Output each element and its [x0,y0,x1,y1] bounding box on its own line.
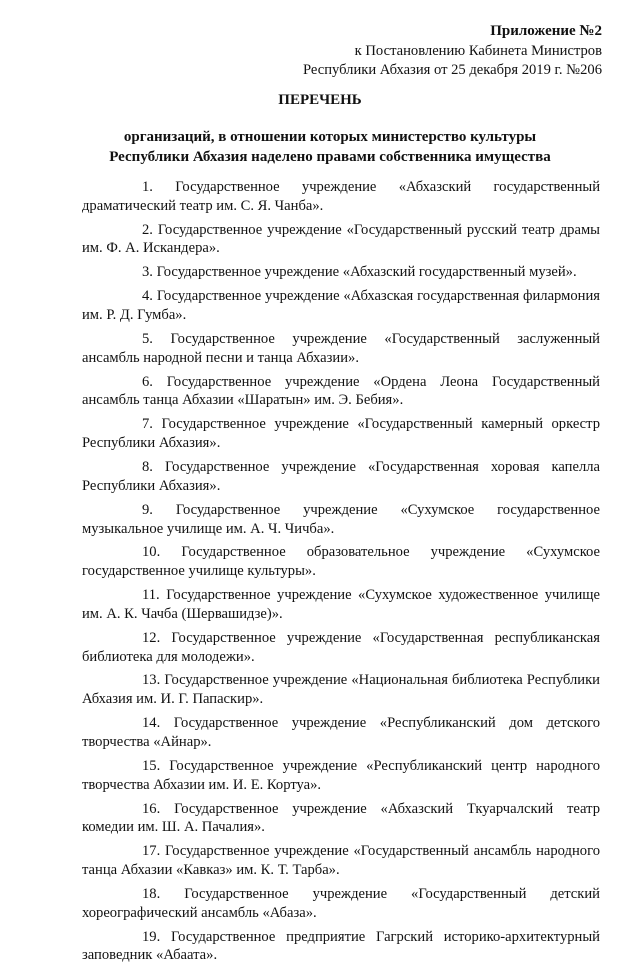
list-item [82,928,600,966]
appendix-reference-line-2: Республики Абхазия от 25 декабря 2019 г. №206 [302,62,602,78]
subtitle-line-2: Республики Абхазия наделено правами собственника имущества [109,148,551,165]
list-item-number: 12. [142,629,161,646]
list-item [82,629,600,667]
document-title: ПЕРЕЧЕНЬ [278,92,362,108]
list-item-text: Государственное учреждение «Государственный камерный оркестр Республики Абхазия». [82,416,600,452]
list-item [82,671,600,709]
list-item-number: 4. [142,288,153,305]
list-item [82,714,600,752]
list-item-number: 6. [142,373,153,390]
list-item-number: 14. [142,715,161,732]
list-item-text: Государственное учреждение «Сухумское государственное музыкальное училище им. А. Ч. Чичба». [82,501,600,537]
list-item [82,757,600,795]
appendix-reference-line-1: к Постановлению Кабинета Министров [354,42,602,59]
list-item-text: Государственное учреждение «Абхазский Ткуарчалский театр комедии им. Ш. А. Пачалия». [82,800,600,836]
list-item-number: 10. [142,544,161,561]
list-item [82,501,600,539]
list-item-text: Государственное учреждение «Государственный русский театр драмы им. Ф. А. Искандера». [82,221,600,257]
list-item [82,800,600,838]
list-item [82,885,600,923]
list-item-number: 11. [142,587,160,604]
list-item-text: Государственное учреждение «Ордена Леона Государственный ансамбль танца Абхазии «Шаратын» им. Э. Бебия». [82,373,600,409]
list-item-text: Государственное учреждение «Сухумское художественное училище им. А. К. Чачба (Шервашидзе)». [82,587,600,622]
list-item-number: 17. [142,843,161,860]
list-item [82,543,600,581]
list-item-number: 18. [142,885,161,902]
list-item-text: Государственное учреждение «Абхазская государственная филармония им. Р. Д. Гумба». [82,288,600,324]
list-item [82,373,600,411]
list-item-number: 1. [142,179,153,195]
list-item-text: Государственное учреждение «Республиканский центр народного творчества Абхазии им. И. Е. Кортуа». [82,757,600,793]
list-item-text: Государственное учреждение «Государственная республиканская библиотека для молодежи». [82,629,600,665]
appendix-number: Приложение №2 [490,23,602,39]
list-item-text: Государственное учреждение «Государственный детский хореографический ансамбль «Абаза». [82,885,600,921]
list-item-number: 8. [142,459,153,476]
list-item-number: 7. [142,416,153,433]
list-item [82,586,600,624]
list-item [82,263,600,282]
list-item [82,178,600,216]
list-item-number: 16. [142,800,161,817]
list-item-text: Государственное учреждение «Государственный заслуженный ансамбль народной песни и танца Абхазии». [82,330,600,366]
list-item-text: Государственное учреждение «Государственный ансамбль народного танца Абхазии «Кавказ» им. К. Т. Тарба». [82,843,600,878]
list-item-text: Государственное учреждение «Абхазский государственный драматический театр им. С. Я. Чанба». [82,179,600,214]
list-item-number: 3. [142,264,153,281]
list-item-number: 5. [142,330,153,347]
list-item-number: 9. [142,501,153,518]
list-item [82,330,600,368]
list-item [82,287,600,325]
list-item-text: Государственное учреждение «Государственная хоровая капелла Республики Абхазия». [82,459,600,494]
list-item-text: Государственное предприятие Гагрский историко-архитектурный заповедник «Абаата». [82,928,600,964]
list-item-number: 2. [142,221,153,238]
organization-list [82,178,600,970]
appendix-header [303,22,602,81]
subtitle-line-1: организаций, в отношении которых министерство культуры [123,129,537,145]
list-item-text: Государственное образовательное учреждение «Сухумское государственное училище культуры». [82,544,600,580]
list-item-number: 15. [142,757,161,774]
list-item [82,842,600,880]
list-item-number: 19. [142,928,161,945]
list-item [82,221,600,259]
list-item-text: Государственное учреждение «Республиканский дом детского творчества «Айнар». [82,715,600,750]
document-subtitle [60,128,600,167]
list-item-text: Государственное учреждение «Абхазский государственный музей». [156,264,577,281]
list-item [82,415,600,453]
list-item [82,458,600,496]
list-item-number: 13. [142,672,161,689]
list-item-text: Государственное учреждение «Национальная библиотека Республики Абхазия им. И. Г. Папаскир». [82,672,600,708]
